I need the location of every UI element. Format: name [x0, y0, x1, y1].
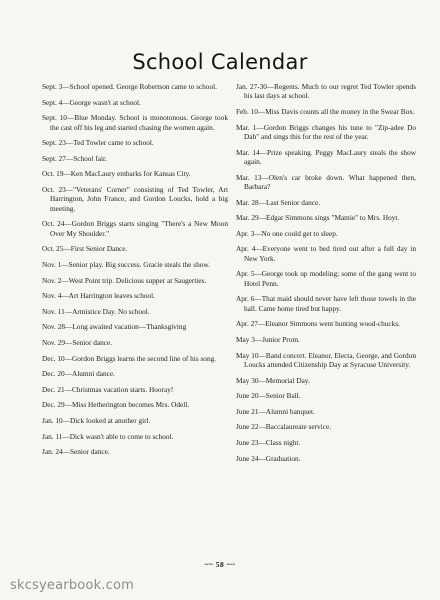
calendar-entry: June 24—Graduation. — [236, 453, 301, 463]
calendar-entry: Nov. 28—Long awaited vacation—Thanksgiving — [42, 322, 187, 332]
site-watermark: skcsyearbook.com — [10, 578, 135, 593]
calendar-entry: Dec. 21—Christmas vacation starts. Hooray! — [42, 384, 174, 394]
calendar-entry: Jan. 27-30—Regents. Much to our regret Ted Towler spends his last days at school. — [236, 82, 416, 101]
calendar-entry: Jan. 11—Dick wasn't able to come to school. — [42, 431, 174, 441]
calendar-entry: Dec. 20—Alumni dance. — [42, 369, 115, 379]
calendar-entry: Feb. 10—Miss Davis counts all the money in the Swear Box. — [236, 107, 415, 116]
page-number: ~~ 58 ~~ — [204, 560, 236, 569]
calendar-entry: Mar. 28—Last Senior dance. — [236, 197, 321, 207]
calendar-entry: Sept. 23—Ted Towler came to school. — [42, 138, 154, 148]
calendar-entry: Apr. 4—Everyone went to bed tired out after a full day in New York. — [236, 244, 416, 263]
calendar-entry: Mar. 29—Edgar Simmons sings "Mamie" to Mrs. Hoyt. — [236, 213, 400, 223]
calendar-entry: May 10—Band concert. Eleanor, Electa, George, and Gordon Loucks attended Citizenship Day at Syracuse University. — [236, 350, 416, 369]
calendar-entry: Jan. 10—Dick looked at another girl. — [42, 415, 151, 425]
calendar-entry: Sept. 3—School opened. George Robertson came to school. — [42, 82, 217, 91]
calendar-entry: Mar. 13—Olen's car broke down. What happened then, Barbara? — [236, 172, 416, 191]
calendar-entry: Oct. 24—Gordon Briggs starts singing "There's a New Moon Over My Shoulder." — [42, 219, 228, 238]
calendar-entry: May 3—Junior Prom. — [236, 334, 300, 344]
calendar-entry: Jan. 24—Senior dance. — [42, 447, 110, 457]
calendar-entry: Apr. 5—George took up modeling; some of the gang went to Hotel Penn. — [236, 269, 416, 288]
calendar-entry: Oct. 23—"Veterans' Corner" consisting of Ted Towler, Art Harrington, John France, and Gordon Loucks, hold a big meeting. — [42, 184, 228, 213]
calendar-entry: June 22—Baccalaureate service. — [236, 422, 332, 432]
calendar-entry: June 20—Senior Ball. — [236, 391, 301, 401]
calendar-entry: Sept. 27—School fair. — [42, 153, 107, 163]
calendar-column-right — [236, 82, 416, 469]
calendar-entry: Nov. 1—Senior play. Big success. Gracie steals the show. — [42, 259, 210, 269]
calendar-entry: May 30—Memorial Day. — [236, 375, 310, 385]
calendar-entry: Apr. 27—Eleanor Simmons went hunting wood-chucks. — [236, 319, 400, 329]
calendar-entry: June 21—Alumni banquet. — [236, 406, 315, 416]
calendar-entry: Nov. 2—West Point trip. Delicious supper at Saugerties. — [42, 275, 207, 285]
calendar-entry: Mar. 1—Gordon Briggs changes his tune to "Zip-adee Do Dah" and sings this for the rest of the year. — [236, 122, 416, 141]
page-title: School Calendar — [132, 50, 308, 74]
calendar-entry: Apr. 3—No one could get to sleep. — [236, 228, 338, 238]
calendar-column-left — [42, 82, 228, 463]
calendar-entry: Oct. 25—First Senior Dance. — [42, 244, 128, 254]
calendar-entry: Oct. 19—Ken MacLaury embarks for Kansas City. — [42, 169, 191, 179]
calendar-entry: Dec. 29—Miss Hetherington becomes Mrs. Odell. — [42, 400, 190, 410]
calendar-entry: Nov. 29—Senior dance. — [42, 337, 113, 347]
calendar-entry: Sept. 4—George wasn't at school. — [42, 97, 141, 107]
calendar-entry: Apr. 6—That maid should never have left those towels in the hall. Came home tired but happy. — [236, 294, 416, 313]
calendar-entry: Dec. 10—Gordon Briggs learns the second line of his song. — [42, 353, 217, 363]
calendar-entry: Nov. 11—Armistice Day. No school. — [42, 306, 150, 316]
calendar-entry: Nov. 4—Art Harrington leaves school. — [42, 291, 156, 301]
calendar-entry: Sept. 10—Blue Monday. School is monotonous. George took the cast off his leg and started chasing the women again. — [42, 113, 228, 132]
calendar-entry: June 23—Class night. — [236, 437, 301, 447]
calendar-entry: Mar. 14—Prize speaking. Peggy MacLaury steals the show again. — [236, 147, 416, 166]
